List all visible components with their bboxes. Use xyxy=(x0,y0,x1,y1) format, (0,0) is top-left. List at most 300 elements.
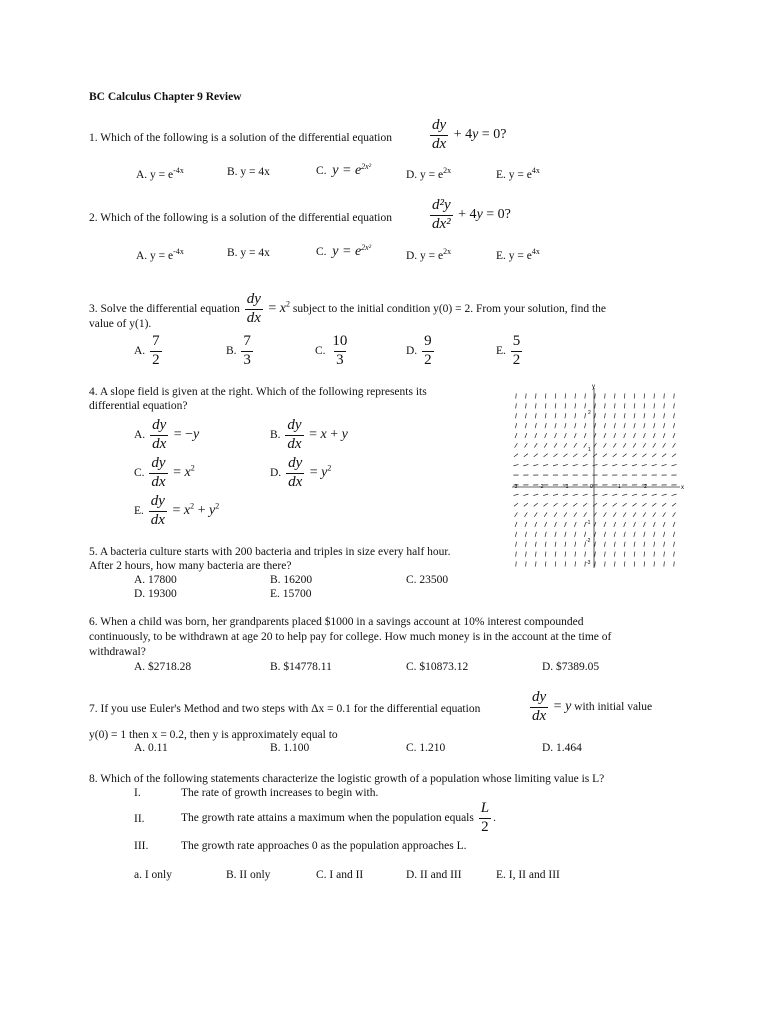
slope-segment xyxy=(642,494,647,495)
slope-segment xyxy=(643,512,646,516)
slope-segment xyxy=(573,464,578,465)
slope-segment xyxy=(663,532,664,537)
slope-segment xyxy=(632,454,636,457)
slope-field-graph xyxy=(508,382,688,572)
q7-choice-c: C. 1.210 xyxy=(406,742,446,754)
slope-segment xyxy=(564,443,567,447)
slope-segment xyxy=(524,454,528,457)
slope-segment xyxy=(553,503,557,506)
q2-choice-a: A. $y = e^{-4x}$ xyxy=(136,247,184,262)
slope-segment xyxy=(662,454,666,457)
slope-segment xyxy=(653,512,656,516)
slope-segment xyxy=(673,423,674,428)
slope-segment xyxy=(595,542,596,547)
q7-choice-d: D. 1.464 xyxy=(542,742,582,754)
q6-choice-c: C. $10873.12 xyxy=(406,661,469,673)
slope-segment xyxy=(525,542,526,547)
slope-segment xyxy=(595,403,596,408)
slope-segment xyxy=(652,503,656,506)
document-title: BC Calculus Chapter 9 Review xyxy=(89,91,242,103)
slope-segment xyxy=(623,454,627,457)
slope-segment xyxy=(583,503,587,506)
slope-segment xyxy=(604,423,605,428)
slope-segment xyxy=(554,512,557,516)
y-tick-1: 1 xyxy=(588,447,591,453)
slope-segment xyxy=(526,403,527,408)
slope-segment xyxy=(593,464,598,465)
q2-prompt: 2. Which of the following is a solution of the differential equation xyxy=(89,212,392,224)
slope-segment xyxy=(533,494,538,495)
slope-segment xyxy=(565,403,566,408)
slope-segment xyxy=(515,512,518,516)
slope-segment xyxy=(644,532,645,537)
slope-segment xyxy=(516,552,517,557)
slope-segment xyxy=(565,423,566,428)
x-tick--3: -3 xyxy=(513,484,518,490)
q5-choice-c: C. 23500 xyxy=(406,574,449,586)
slope-segment xyxy=(632,494,637,495)
slope-segment xyxy=(632,464,637,465)
slope-segment xyxy=(624,522,626,527)
slope-segment xyxy=(634,423,635,428)
slope-segment xyxy=(523,494,528,495)
slope-segment xyxy=(584,512,587,516)
y-tick--1: -1 xyxy=(586,520,591,526)
slope-segment xyxy=(534,443,537,447)
slope-segment xyxy=(674,413,675,418)
slope-segment xyxy=(564,522,566,527)
slope-segment xyxy=(545,522,547,527)
q7-prompt: 7. If you use Euler's Method and two steps with Δx = 0.1 for the differential equation xyxy=(89,703,481,715)
slope-segment xyxy=(605,552,606,557)
slope-segment xyxy=(612,464,617,465)
slope-segment xyxy=(664,561,665,566)
slope-segment xyxy=(604,532,605,537)
slope-segment xyxy=(674,552,675,557)
q6-prompt-line3: withdrawal? xyxy=(89,646,146,658)
slope-segment xyxy=(593,503,597,506)
slope-segment xyxy=(653,443,656,447)
slope-segment xyxy=(614,561,615,566)
q1-choice-e: E. $y = e^{4x}$ xyxy=(496,166,540,181)
slope-segment xyxy=(564,433,566,438)
slope-segment xyxy=(583,494,588,495)
slope-segment xyxy=(516,403,517,408)
slope-segment xyxy=(652,454,656,457)
slope-segment xyxy=(555,552,556,557)
slope-segment xyxy=(642,454,646,457)
slope-segment xyxy=(534,512,537,516)
slope-segment xyxy=(612,494,617,495)
q3-choice-d: D. $\frac{9}{2}$ xyxy=(406,333,432,368)
q8-statement-2: The growth rate attains a maximum when the population equals $\frac{L}{2}$ . xyxy=(181,800,496,835)
slope-segment xyxy=(514,503,518,506)
slope-segment xyxy=(565,413,566,418)
slope-segment xyxy=(672,503,676,506)
slope-segment xyxy=(644,403,645,408)
slope-segment xyxy=(654,542,655,547)
slope-segment xyxy=(565,561,566,566)
slope-segment xyxy=(624,413,625,418)
slope-segment xyxy=(624,403,625,408)
slope-segment xyxy=(614,532,615,537)
slope-segment xyxy=(555,433,557,438)
slope-segment xyxy=(632,503,636,506)
q8-roman-2: II. xyxy=(134,813,145,825)
q6-choice-a: A. $2718.28 xyxy=(134,661,192,673)
slope-segment xyxy=(662,464,667,465)
q8-choice-c: C. I and II xyxy=(316,869,364,881)
slope-segment xyxy=(593,454,597,457)
slope-segment xyxy=(642,464,647,465)
x-tick--2: -2 xyxy=(539,484,544,490)
q8-choice-a: a. I only xyxy=(134,869,173,881)
slope-segment xyxy=(544,454,548,457)
slope-segment xyxy=(664,413,665,418)
slope-segment xyxy=(563,454,567,457)
slope-segment xyxy=(535,532,536,537)
q8-choice-e: E. I, II and III xyxy=(496,869,560,881)
q1-choice-d: D. $y = e^{2x}$ xyxy=(406,166,452,181)
slope-segment xyxy=(535,423,536,428)
slope-segment xyxy=(654,423,655,428)
q3-choice-b: B. $\frac{7}{3}$ xyxy=(226,333,251,368)
slope-segment xyxy=(613,443,616,447)
slope-segment xyxy=(624,552,625,557)
q6-prompt-line2: continuously, to be withdrawn at age 20 to help pay for college. How much money is in the account at the time of xyxy=(89,631,612,643)
q8-roman-1: I. xyxy=(134,787,141,799)
slope-segment xyxy=(525,423,526,428)
q5-prompt-line2: After 2 hours, how many bacteria are there? xyxy=(89,560,292,572)
slope-segment xyxy=(594,423,595,428)
slope-segment xyxy=(644,561,645,566)
slope-segment xyxy=(565,552,566,557)
slope-segment xyxy=(585,552,586,557)
q2-choice-c: C. $y = e^{2x^2}$ xyxy=(316,243,372,259)
slope-segment xyxy=(575,403,576,408)
slope-segment xyxy=(545,413,546,418)
q3-choice-e: E. $\frac{5}{2}$ xyxy=(496,333,521,368)
q1-equation: $\frac{dy}{dx}$ + 4y = 0? xyxy=(432,117,507,152)
slope-segment xyxy=(605,561,606,566)
slope-segment xyxy=(516,561,517,566)
x-tick-0: 0 xyxy=(590,484,593,490)
slope-segment xyxy=(634,413,635,418)
slope-segment xyxy=(674,542,675,547)
slope-segment xyxy=(515,423,516,428)
x-tick-1: 1 xyxy=(618,484,621,490)
slope-segment xyxy=(673,443,676,447)
q5-prompt: 5. A bacteria culture starts with 200 bacteria and triples in size every half hour. xyxy=(89,546,451,558)
slope-segment xyxy=(664,393,665,398)
slope-segment xyxy=(524,503,528,506)
q1-choice-c: C. $y = e^{2x^2}$ xyxy=(316,162,372,178)
slope-segment xyxy=(673,433,675,438)
q5-choice-d: D. 19300 xyxy=(134,588,177,600)
slope-segment xyxy=(674,561,675,566)
q2-choice-b: B. y = 4x xyxy=(227,247,270,259)
slope-segment xyxy=(604,413,605,418)
slope-segment xyxy=(652,464,657,465)
slope-segment xyxy=(526,552,527,557)
q5-choice-b: B. 16200 xyxy=(270,574,313,586)
slope-segment xyxy=(545,532,546,537)
slope-segment xyxy=(535,552,536,557)
slope-segment xyxy=(574,522,576,527)
slope-segment xyxy=(516,393,517,398)
slope-segment xyxy=(643,522,645,527)
q4-choice-d: D. $\frac{dy}{dx}$ = $y^2$ xyxy=(270,455,332,490)
slope-segment xyxy=(515,443,518,447)
slope-segment xyxy=(565,532,566,537)
slope-segment xyxy=(515,532,516,537)
slope-segment xyxy=(545,423,546,428)
slope-segment xyxy=(654,561,655,566)
slope-segment xyxy=(614,552,615,557)
slope-segment xyxy=(614,542,615,547)
q1-choice-a: A. $y = e^{-4x}$ xyxy=(136,166,184,181)
slope-segment xyxy=(652,494,657,495)
slope-segment xyxy=(664,403,665,408)
q3-prompt: 3. Solve the differential equation $\frac{dy}{dx}$ = $x^2$ subject to the initial condition y(0) = 2. From your solution, find the xyxy=(89,291,607,326)
slope-segment xyxy=(595,393,596,398)
y-tick--2: -2 xyxy=(586,538,591,544)
slope-segment xyxy=(535,561,536,566)
slope-segment xyxy=(545,542,546,547)
slope-segment xyxy=(514,494,519,495)
slope-segment xyxy=(664,552,665,557)
slope-segment xyxy=(663,522,665,527)
slope-segment xyxy=(516,542,517,547)
slope-segment xyxy=(594,532,595,537)
slope-segment xyxy=(643,433,645,438)
slope-segment xyxy=(663,443,666,447)
slope-segment xyxy=(595,413,596,418)
slope-segment xyxy=(583,454,587,457)
q1-prompt: 1. Which of the following is a solution of the differential equation xyxy=(89,132,392,144)
q4-choice-a: A. $\frac{dy}{dx}$ = −y xyxy=(134,417,200,452)
slope-segment xyxy=(555,561,556,566)
slope-segment xyxy=(584,423,585,428)
q3-choice-c: C. $\frac{10}{3}$ xyxy=(315,333,348,368)
q5-choice-a: A. 17800 xyxy=(134,574,177,586)
slope-segment xyxy=(673,532,674,537)
slope-segment xyxy=(555,423,556,428)
slope-segment xyxy=(514,454,518,457)
slope-segment xyxy=(634,403,635,408)
slope-segment xyxy=(524,443,527,447)
slope-segment xyxy=(543,464,548,465)
slope-segment xyxy=(623,512,626,516)
slope-segment xyxy=(604,433,606,438)
slope-segment xyxy=(574,512,577,516)
slope-segment xyxy=(674,403,675,408)
q2-choice-e: E. $y = e^{4x}$ xyxy=(496,247,540,262)
slope-segment xyxy=(534,503,538,506)
slope-segment xyxy=(535,403,536,408)
slope-segment xyxy=(614,423,615,428)
slope-segment xyxy=(526,393,527,398)
slope-segment xyxy=(543,494,548,495)
slope-segment xyxy=(613,503,617,506)
slope-segment xyxy=(526,561,527,566)
slope-segment xyxy=(595,561,596,566)
slope-segment xyxy=(545,561,546,566)
slope-segment xyxy=(565,393,566,398)
slope-segment xyxy=(602,464,607,465)
slope-segment xyxy=(524,512,527,516)
slope-segment xyxy=(644,413,645,418)
axis-label-x: x xyxy=(681,485,684,491)
slope-segment xyxy=(555,413,556,418)
q8-statement-1: The rate of growth increases to begin with. xyxy=(181,787,379,799)
slope-segment xyxy=(614,393,615,398)
slope-segment xyxy=(672,494,677,495)
slope-segment xyxy=(555,542,556,547)
slope-segment xyxy=(633,512,636,516)
slope-segment xyxy=(553,494,558,495)
q8-prompt: 8. Which of the following statements characterize the logistic growth of a population whose limiting value is L? xyxy=(89,773,605,785)
slope-segment xyxy=(614,522,616,527)
x-tick-2: 2 xyxy=(644,484,647,490)
slope-segment xyxy=(634,552,635,557)
slope-segment xyxy=(624,393,625,398)
slope-segment xyxy=(544,443,547,447)
slope-segment xyxy=(575,561,576,566)
slope-segment xyxy=(564,512,567,516)
slope-segment xyxy=(545,552,546,557)
slope-segment xyxy=(662,503,666,506)
slope-segment xyxy=(614,433,616,438)
slope-segment xyxy=(624,423,625,428)
slope-segment xyxy=(535,433,537,438)
q3-prompt-line2: value of y(1). xyxy=(89,318,152,330)
slope-segments xyxy=(513,393,676,566)
slope-segment xyxy=(643,443,646,447)
slope-segment xyxy=(613,512,616,516)
slope-segment xyxy=(634,522,636,527)
q7-equation: $\frac{dy}{dx}$ = y with initial value xyxy=(532,689,653,724)
slope-segment xyxy=(554,443,557,447)
q8-roman-3: III. xyxy=(134,840,149,852)
slope-segment xyxy=(663,423,664,428)
slope-segment xyxy=(574,443,577,447)
q6-prompt: 6. When a child was born, her grandparents placed $1000 in a savings account at 10% interest compounded xyxy=(89,616,584,628)
slope-segment xyxy=(603,512,606,516)
slope-segment xyxy=(624,561,625,566)
slope-segment xyxy=(535,393,536,398)
q1-choice-b: B. y = 4x xyxy=(227,166,270,178)
slope-segment xyxy=(585,393,586,398)
q5-choice-e: E. 15700 xyxy=(270,588,312,600)
slope-segment xyxy=(654,393,655,398)
slope-segment xyxy=(624,542,625,547)
q4-prompt: 4. A slope field is given at the right. Which of the following represents its xyxy=(89,386,427,398)
slope-segment xyxy=(654,403,655,408)
slope-segment xyxy=(642,503,646,506)
slope-segment xyxy=(673,512,676,516)
slope-segment xyxy=(565,542,566,547)
slope-segment xyxy=(563,464,568,465)
slope-segment xyxy=(604,522,606,527)
slope-segment xyxy=(603,443,606,447)
slope-segment xyxy=(663,433,665,438)
slope-segment xyxy=(583,464,588,465)
slope-segment xyxy=(595,552,596,557)
slope-segment xyxy=(575,413,576,418)
x-tick--1: -1 xyxy=(564,484,569,490)
slope-segment xyxy=(573,494,578,495)
slope-segment xyxy=(604,542,605,547)
slope-segment xyxy=(555,403,556,408)
slope-segment xyxy=(555,532,556,537)
slope-segment xyxy=(634,433,636,438)
slope-segment xyxy=(563,503,567,506)
q7-choice-a: A. 0.11 xyxy=(134,742,168,754)
slope-segment xyxy=(533,464,538,465)
axis-label-y: y xyxy=(592,384,595,390)
slope-segment xyxy=(672,464,677,465)
slope-segment xyxy=(603,503,607,506)
slope-segment xyxy=(525,413,526,418)
slope-segment xyxy=(555,393,556,398)
q8-choice-d: D. II and III xyxy=(406,869,462,881)
slope-segment xyxy=(644,542,645,547)
slope-segment xyxy=(525,433,527,438)
slope-segment xyxy=(662,494,667,495)
y-tick-2: 2 xyxy=(588,410,591,416)
slope-segment xyxy=(605,393,606,398)
slope-segment xyxy=(614,403,615,408)
slope-segment xyxy=(663,512,666,516)
slope-segment xyxy=(644,393,645,398)
q3-choice-a: A. $\frac{7}{2}$ xyxy=(134,333,160,368)
slope-segment xyxy=(613,454,617,457)
slope-segment xyxy=(644,423,645,428)
slope-segment xyxy=(603,454,607,457)
slope-segment xyxy=(553,454,557,457)
slope-segment xyxy=(574,433,576,438)
q6-choice-b: B. $14778.11 xyxy=(270,661,332,673)
slope-segment xyxy=(516,413,517,418)
slope-segment xyxy=(673,522,675,527)
slope-segment xyxy=(634,393,635,398)
slope-segment xyxy=(593,494,598,495)
q2-choice-d: D. $y = e^{2x}$ xyxy=(406,247,452,262)
q4-prompt-line2: differential equation? xyxy=(89,400,188,412)
slope-segment xyxy=(584,433,586,438)
slope-segment xyxy=(573,454,577,457)
slope-segment xyxy=(584,443,587,447)
slope-segment xyxy=(523,464,528,465)
slope-segment xyxy=(653,433,655,438)
slope-segment xyxy=(654,552,655,557)
slope-segment xyxy=(575,532,576,537)
slope-segment xyxy=(544,512,547,516)
slope-segment xyxy=(624,532,625,537)
slope-segment xyxy=(573,503,577,506)
slope-segment xyxy=(575,423,576,428)
slope-segment xyxy=(544,503,548,506)
q7-prompt-line2: y(0) = 1 then x = 0.2, then y is approximately equal to xyxy=(89,729,338,741)
slope-segment xyxy=(555,522,557,527)
slope-segment xyxy=(575,393,576,398)
slope-segment xyxy=(653,522,655,527)
slope-segment xyxy=(672,454,676,457)
slope-segment xyxy=(634,561,635,566)
q8-statement-3: The growth rate approaches 0 as the population approaches L. xyxy=(181,840,467,852)
slope-segment xyxy=(634,532,635,537)
